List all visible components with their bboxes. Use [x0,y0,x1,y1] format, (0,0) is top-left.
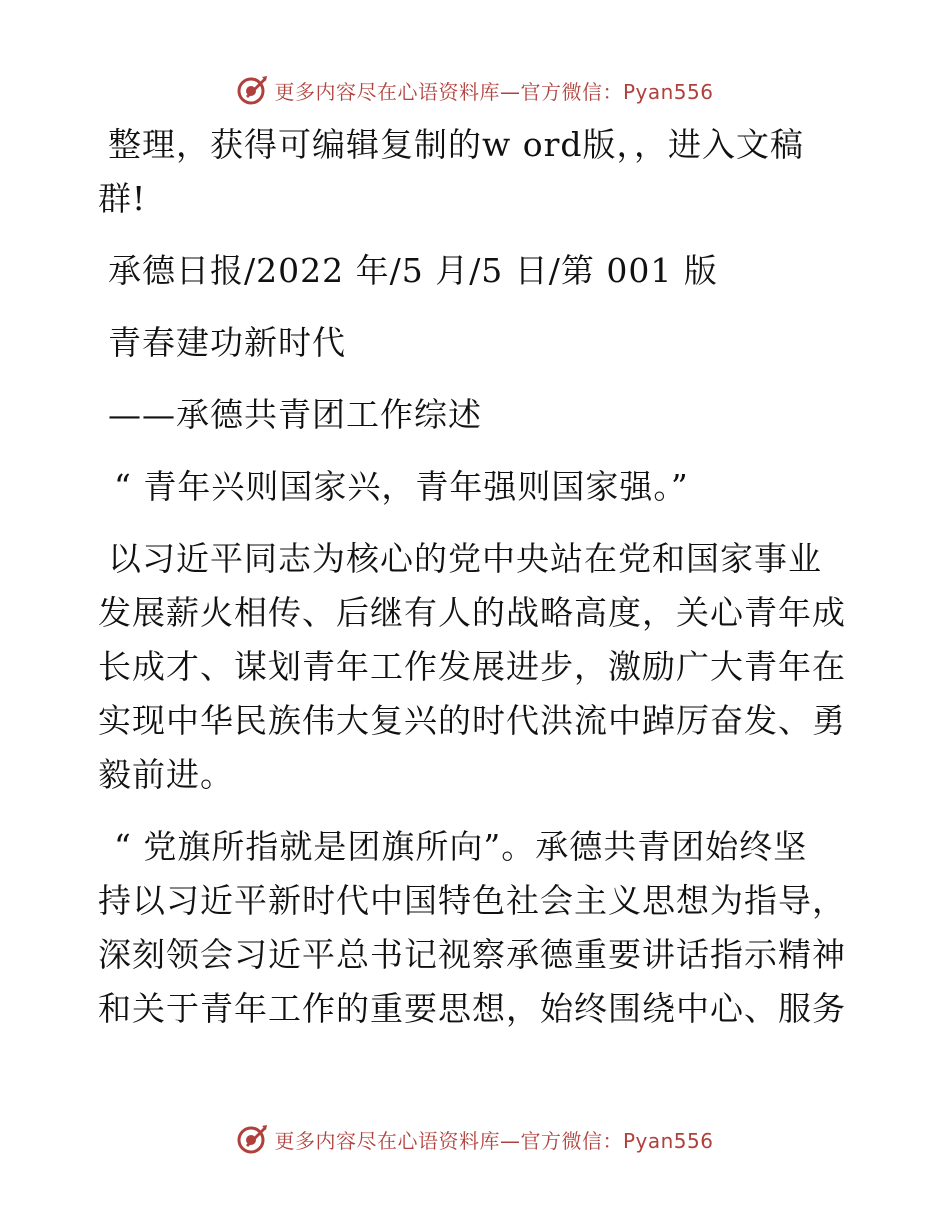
paragraph-line: 发展薪火相传、后继有人的战略高度，关心青年成 [98,593,846,632]
header-banner-text: 更多内容尽在心语资料库—官方微信：Pyan556 [274,79,714,104]
document-body [98,118,858,1036]
paragraph-line: 深刻领会习近平总书记视察承德重要讲话指示精神 [98,935,846,974]
opening-quote: “ 青年兴则国家兴，青年强则国家强。” [114,467,689,506]
article-title: 青春建功新时代 [108,323,346,362]
paragraph-line: 以习近平同志为核心的党中央站在党和国家事业 [108,539,822,578]
paragraph-line: 持以习近平新时代中国特色社会主义思想为指导， [98,881,846,920]
source-line: 承德日报/2022 年/5 月/5 日/第 001 版 [108,251,718,290]
article-subtitle: ——承德共青团工作综述 [108,395,482,434]
footer-banner [0,1117,950,1161]
intro-line: 群! [98,179,147,218]
paragraph-line: “ 党旗所指就是团旗所向”。承德共青团始终坚 [114,827,808,866]
paragraph-line: 实现中华民族伟大复兴的时代洪流中踔厉奋发、勇 [98,701,846,740]
footer-banner-text: 更多内容尽在心语资料库—官方微信：Pyan556 [274,1128,714,1153]
paragraph-line: 和关于青年工作的重要思想，始终围绕中心、服务 [98,989,846,1028]
quill-seal-icon [236,74,268,106]
header-banner [0,68,950,112]
quill-seal-icon [236,1123,268,1155]
intro-line: 整理，获得可编辑复制的w ord版，，进入文稿 [108,125,805,164]
paragraph-line: 毅前进。 [98,755,234,794]
paragraph-line: 长成才、谋划青年工作发展进步，激励广大青年在 [98,647,846,686]
